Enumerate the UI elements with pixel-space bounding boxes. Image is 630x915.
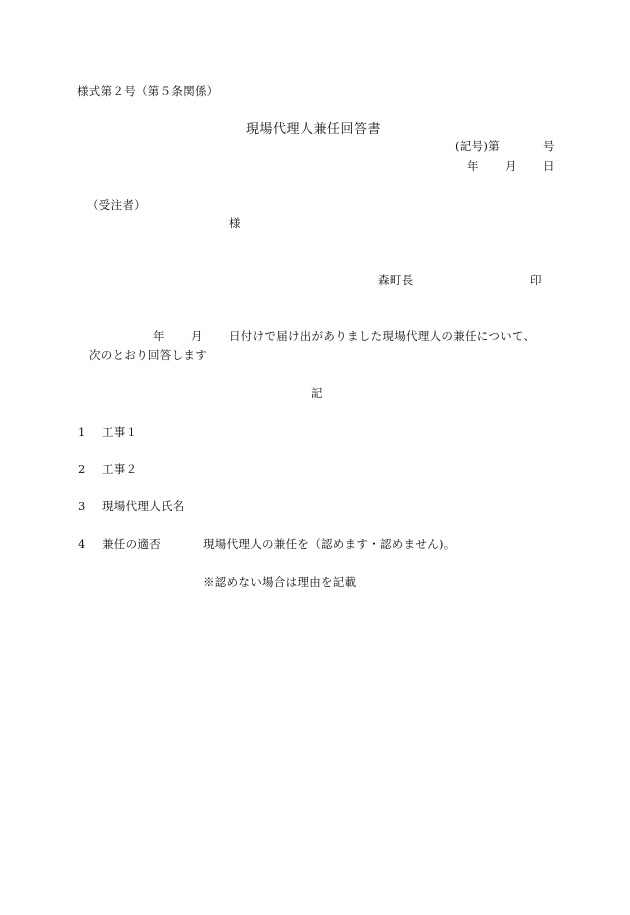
item-label: 現場代理人氏名 [102,499,185,513]
body-month: 月 [191,329,203,343]
date-month: 月 [505,159,517,173]
item-label: 兼任の適否 [102,537,161,551]
record-number-suffix: 号 [543,139,555,153]
seal-mark: 印 [530,273,542,287]
date-year: 年 [467,159,479,173]
item-number: 1 [78,425,86,439]
ki-heading: 記 [311,386,323,400]
item-value: 現場代理人の兼任を（認めます・認めません)。 [203,537,456,551]
body-text-line1: 日付けで届け出がありました現場代理人の兼任について、 [229,329,536,343]
item-label: 工事１ [102,425,138,439]
form-number: 様式第２号（第５条関係） [77,84,219,98]
recipient-label: （受注者） [87,198,146,212]
document-title: 現場代理人兼任回答書 [246,122,382,137]
body-text-line2: 次のとおり回答します [89,348,207,362]
item-number: 4 [78,537,86,551]
record-number-label: (記号)第 [455,139,500,153]
item-label: 工事２ [102,462,138,476]
body-year: 年 [153,329,165,343]
date-day: 日 [543,159,555,173]
issuer-name: 森町長 [378,273,414,287]
item-number: 3 [78,499,86,513]
note-text: ※認めない場合は理由を記載 [203,575,357,589]
item-number: 2 [78,462,86,476]
recipient-honorific: 様 [229,216,241,230]
